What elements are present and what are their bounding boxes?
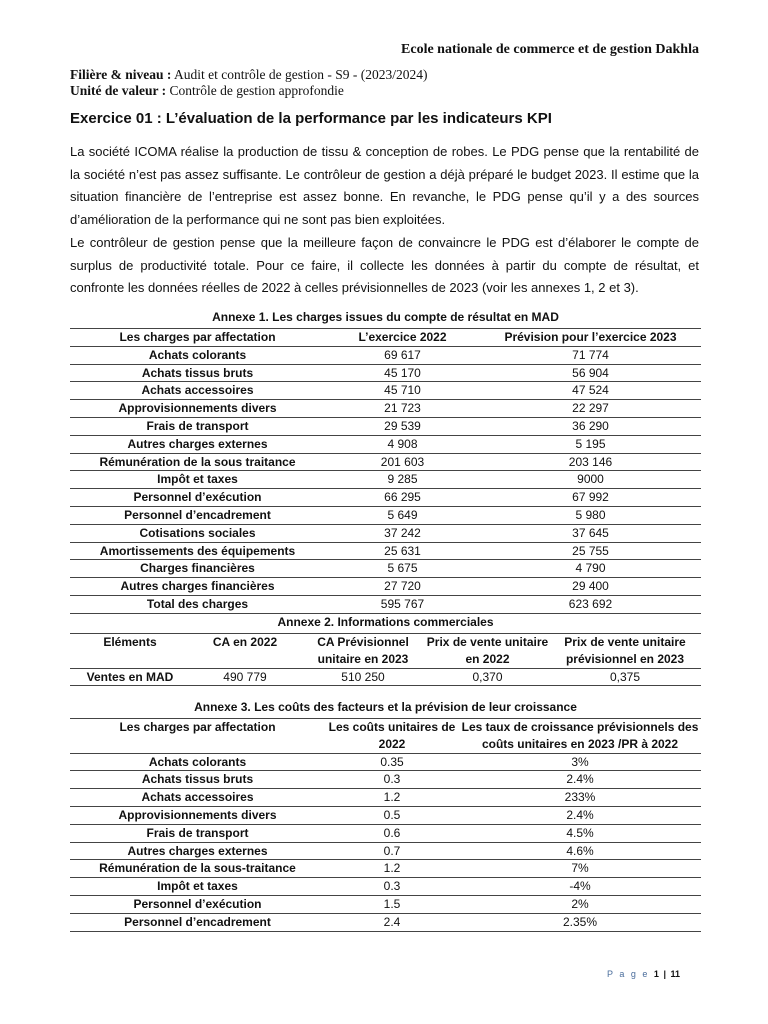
table-row xyxy=(70,435,701,453)
row-label: Ventes en MAD xyxy=(86,669,174,684)
cell-cost: 0.5 xyxy=(383,807,401,822)
cell-cost: 0.7 xyxy=(383,843,401,858)
cell-price-2023: 0,375 xyxy=(609,669,641,684)
cell-2023: 56 904 xyxy=(572,365,609,380)
annexe3-caption: Annexe 3. Les coûts des facteurs et la prévision de leur croissance xyxy=(194,700,577,714)
cell-2022: 5 649 xyxy=(387,507,418,522)
table-row xyxy=(70,346,701,364)
cell-2022: 9 285 xyxy=(387,472,418,487)
cell-2023: 37 645 xyxy=(572,525,609,540)
cell-rate: 2.4% xyxy=(566,772,594,787)
table-header-row xyxy=(70,329,701,347)
column-header: Les taux de croissance prévisionnels des coûts unitaires en 2023 /PR à 2022 xyxy=(461,720,699,751)
table-row xyxy=(70,471,701,489)
cell-2023: 67 992 xyxy=(572,490,609,505)
course-info xyxy=(70,67,427,99)
row-label: Approvisionnements divers xyxy=(118,401,277,416)
table-row xyxy=(70,860,701,878)
row-label: Achats tissus bruts xyxy=(141,772,254,787)
cell-rate: 2.35% xyxy=(562,914,598,929)
cell-rate: 3% xyxy=(571,754,589,769)
column-header: Prévision pour l’exercice 2023 xyxy=(504,330,677,344)
table-row xyxy=(70,489,701,507)
unite-line xyxy=(70,83,427,99)
annexe3-table xyxy=(70,718,701,932)
unite-value: Contrôle de gestion approfondie xyxy=(169,83,344,98)
cell-2023: 5 195 xyxy=(575,436,606,451)
column-header: Les charges par affectation xyxy=(119,720,276,734)
row-label: Achats tissus bruts xyxy=(141,365,254,380)
row-label: Frais de transport xyxy=(146,418,249,433)
cell-2022: 69 617 xyxy=(384,347,421,362)
row-label: Personnel d’exécution xyxy=(133,896,262,911)
row-label: Achats accessoires xyxy=(141,383,254,398)
row-label: Autres charges externes xyxy=(127,843,268,858)
annexe1-table xyxy=(70,328,701,614)
table-row xyxy=(70,753,701,771)
cell-cost: 0.3 xyxy=(383,772,401,787)
column-header: L’exercice 2022 xyxy=(358,330,447,344)
cell-cost: 1.5 xyxy=(383,896,401,911)
cell-2023: 9000 xyxy=(577,472,604,487)
cell-price-2022: 0,370 xyxy=(472,669,503,684)
page-label: P a g e xyxy=(607,969,650,979)
cell-cost: 2.4 xyxy=(383,914,401,929)
row-label: Rémunération de la sous traitance xyxy=(99,454,296,469)
table-row xyxy=(70,524,701,542)
row-label: Autres charges externes xyxy=(127,436,268,451)
filiere-value: Audit et contrôle de gestion - S9 - (2023/2024) xyxy=(174,67,428,82)
row-label: Achats accessoires xyxy=(141,790,254,805)
row-label: Achats colorants xyxy=(148,347,247,362)
row-label: Achats colorants xyxy=(148,754,247,769)
table-row xyxy=(70,913,701,931)
cell-2022: 45 170 xyxy=(384,365,421,380)
annexe2-caption: Annexe 2. Informations commerciales xyxy=(277,615,494,629)
exercise-paragraph-2: Le contrôleur de gestion pense que la meilleure façon de convaincre le PDG est d’élaborer le compte de surplus de productivité totale. Pour ce faire, il collecte les données à partir du compte de résultat, et confronte les données réelles de 2022 à celles prévisionnelles de 2023 (voir les annexes 1, 2 et 3). xyxy=(70,235,699,295)
table-header-row xyxy=(70,719,701,754)
table-row xyxy=(70,806,701,824)
cell-2023: 36 290 xyxy=(572,418,609,433)
page-number: 1 xyxy=(653,969,659,979)
table-row xyxy=(70,560,701,578)
table-row xyxy=(70,506,701,524)
cell-2022: 4 908 xyxy=(387,436,418,451)
row-label: Autres charges financières xyxy=(120,579,275,594)
cell-rate: 2% xyxy=(571,896,589,911)
row-label: Total des charges xyxy=(146,596,249,611)
cell-2022: 66 295 xyxy=(384,490,421,505)
table-row xyxy=(70,400,701,418)
cell-cost: 0.3 xyxy=(383,879,401,894)
cell-2023: 71 774 xyxy=(572,347,609,362)
cell-2023: 623 692 xyxy=(568,596,613,611)
column-header: CA en 2022 xyxy=(212,635,278,649)
table-row xyxy=(70,364,701,382)
cell-2022: 37 242 xyxy=(384,525,421,540)
page-separator: | xyxy=(663,969,666,979)
cell-2022: 27 720 xyxy=(384,579,421,594)
row-label: Personnel d’encadrement xyxy=(124,914,271,929)
table-row xyxy=(70,668,701,686)
table-row xyxy=(70,578,701,596)
cell-cost: 0.6 xyxy=(383,825,401,840)
column-header: Eléments xyxy=(103,635,157,649)
row-label: Impôt et taxes xyxy=(157,879,238,894)
cell-rate: 7% xyxy=(571,861,589,876)
cell-2023: 29 400 xyxy=(572,579,609,594)
row-label: Amortissements des équipements xyxy=(99,543,296,558)
school-name: Ecole nationale de commerce et de gestion Dakhla xyxy=(401,42,699,57)
unite-label: Unité de valeur : xyxy=(70,83,167,98)
filiere-line xyxy=(70,67,427,83)
column-header: Prix de vente unitaire en 2022 xyxy=(426,635,549,666)
cell-rate: 4.5% xyxy=(566,825,594,840)
table-row xyxy=(70,878,701,896)
table-row xyxy=(70,771,701,789)
cell-2022: 5 675 xyxy=(387,561,418,576)
table-row xyxy=(70,382,701,400)
cell-2022: 45 710 xyxy=(384,383,421,398)
row-label: Personnel d’encadrement xyxy=(124,507,271,522)
cell-2023: 22 297 xyxy=(572,401,609,416)
table-row xyxy=(70,542,701,560)
cell-2022: 25 631 xyxy=(384,543,421,558)
table-header-row xyxy=(70,634,701,669)
cell-2022: 201 603 xyxy=(380,454,425,469)
cell-2023: 5 980 xyxy=(575,507,606,522)
cell-cost: 1.2 xyxy=(383,790,401,805)
table-row xyxy=(70,417,701,435)
row-label: Approvisionnements divers xyxy=(118,807,277,822)
column-header: Les charges par affectation xyxy=(119,330,276,344)
row-label: Impôt et taxes xyxy=(157,472,238,487)
total-row xyxy=(70,595,701,613)
cell-ca-2022: 490 779 xyxy=(223,669,267,684)
row-label: Charges financières xyxy=(140,561,255,576)
filiere-label: Filière & niveau : xyxy=(70,67,172,82)
row-label: Personnel d’exécution xyxy=(133,490,262,505)
row-label: Frais de transport xyxy=(146,825,249,840)
cell-2023: 47 524 xyxy=(572,383,609,398)
cell-2022: 29 539 xyxy=(384,418,421,433)
row-label: Rémunération de la sous-traitance xyxy=(99,861,296,876)
column-header: Les coûts unitaires de 2022 xyxy=(328,720,456,751)
table-row xyxy=(70,895,701,913)
column-header: CA Prévisionnel unitaire en 2023 xyxy=(317,635,409,666)
page-footer xyxy=(607,969,680,979)
cell-2023: 4 790 xyxy=(575,561,606,576)
cell-rate: 4.6% xyxy=(566,843,594,858)
annexe1-caption: Annexe 1. Les charges issues du compte de résultat en MAD xyxy=(212,310,559,324)
cell-rate: 2.4% xyxy=(566,807,594,822)
cell-ca-2023: 510 250 xyxy=(341,669,385,684)
row-label: Cotisations sociales xyxy=(139,525,256,540)
cell-cost: 0.35 xyxy=(380,754,404,769)
cell-rate: -4% xyxy=(569,879,591,894)
cell-2022: 21 723 xyxy=(384,401,421,416)
cell-2023: 203 146 xyxy=(568,454,613,469)
column-header: Prix de vente unitaire prévisionnel en 2023 xyxy=(564,635,686,666)
annexe2-table xyxy=(70,633,701,686)
cell-2022: 595 767 xyxy=(380,596,425,611)
cell-rate: 233% xyxy=(564,790,596,805)
page-total: 11 xyxy=(670,969,680,979)
exercise-paragraph-1: La société ICOMA réalise la production de tissu & conception de robes. Le PDG pense que la rentabilité de la société n’est pas assez suffisante. Le contrôleur de gestion a déjà préparé le budget 2023. Il estime que la situation financière de l’entreprise est assez bonne. En revanche, le PDG pense qu’il y a des sources d’amélioration de la performance qui ne sont pas bien exploitées. xyxy=(70,144,699,227)
cell-2023: 25 755 xyxy=(572,543,609,558)
table-row xyxy=(70,842,701,860)
table-row xyxy=(70,824,701,842)
exercise-title: Exercice 01 : L’évaluation de la performance par les indicateurs KPI xyxy=(70,110,552,127)
table-row xyxy=(70,789,701,807)
cell-cost: 1.2 xyxy=(383,861,401,876)
table-row xyxy=(70,453,701,471)
